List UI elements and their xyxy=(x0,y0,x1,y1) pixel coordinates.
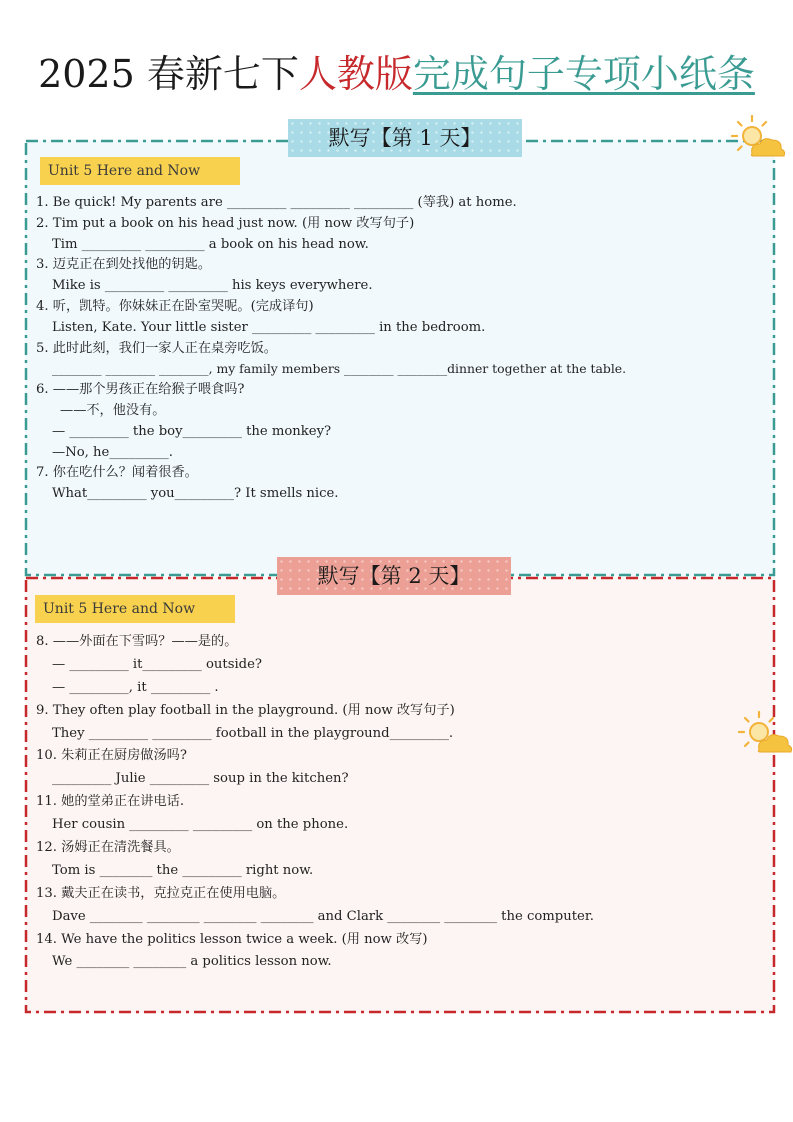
exercise-line: Tom is ________ the _________ right now. xyxy=(52,862,314,878)
sun-cloud-icon xyxy=(730,114,786,160)
day1-unit-tag: Unit 5 Here and Now xyxy=(40,157,240,185)
exercise-line: 11. 她的堂弟正在讲电话. xyxy=(36,794,185,810)
exercise-line: Mike is _________ _________ his keys everywhere. xyxy=(52,278,373,294)
exercise-line: Her cousin _________ _________ on the phone. xyxy=(52,817,349,833)
title-year: 2025 春新七下 xyxy=(38,52,299,96)
exercise-line: We ________ ________ a politics lesson now. xyxy=(52,954,332,970)
page-title xyxy=(0,48,793,100)
exercise-line: 2. Tim put a book on his head just now. (用 now 改写句子) xyxy=(36,215,415,231)
day1-header: 默写【第 1 天】 xyxy=(288,119,522,157)
exercise-line: 8. ——外面在下雪吗？——是的。 xyxy=(36,634,238,649)
exercise-line: 14. We have the politics lesson twice a week. (用 now 改写) xyxy=(36,931,428,947)
exercise-line: What_________ you_________? It smells nice. xyxy=(52,486,339,502)
exercise-line: They _________ _________ football in the playground_________. xyxy=(52,725,454,741)
title-subject: 完成句子专项小纸条 xyxy=(412,52,755,96)
exercise-line: 1. Be quick! My parents are _________ _________ _________ (等我) at home. xyxy=(36,195,517,210)
exercise-line: 13. 戴夫正在读书，克拉克正在使用电脑。 xyxy=(36,885,286,901)
exercise-line: ——不，他没有。 xyxy=(60,402,166,418)
exercise-line: _________ Julie _________ soup in the kitchen? xyxy=(52,771,349,787)
exercise-line: 10. 朱莉正在厨房做汤吗? xyxy=(36,748,187,764)
exercise-line: ________ ________ ________, my family members ________ ________dinner together at the table. xyxy=(52,361,627,377)
exercise-line: — _________ the boy_________ the monkey? xyxy=(52,423,332,439)
title-edition: 人教版 xyxy=(298,52,413,96)
day2-unit-tag: Unit 5 Here and Now xyxy=(35,595,235,623)
exercise-line: 4. 听，凯特。你妹妹正在卧室哭呢。(完成译句) xyxy=(36,298,314,314)
exercise-line: 6. ——那个男孩正在给猴子喂食吗? xyxy=(36,382,245,398)
exercise-line: —No, he_________. xyxy=(52,444,173,460)
exercise-line: Listen, Kate. Your little sister _________ _________ in the bedroom. xyxy=(52,319,486,335)
exercise-line: Tim _________ _________ a book on his head now. xyxy=(52,236,369,252)
exercise-line: 3. 迈克正在到处找他的钥匙。 xyxy=(36,257,212,273)
day2-exercises xyxy=(36,631,594,974)
exercise-line: — _________ it_________ outside? xyxy=(52,656,263,672)
exercise-line: 12. 汤姆正在清洗餐具。 xyxy=(36,840,180,856)
exercise-line: 5. 此时此刻，我们一家人正在桌旁吃饭。 xyxy=(36,340,277,356)
exercise-line: 7. 你在吃什么？闻着很香。 xyxy=(36,465,198,481)
day2-header: 默写【第 2 天】 xyxy=(277,557,511,595)
exercise-line: — _________, it _________ . xyxy=(52,679,219,695)
sun-cloud-icon xyxy=(737,710,793,756)
day1-exercises xyxy=(36,193,626,505)
exercise-line: Dave ________ ________ ________ ________ and Clark ________ ________ the computer. xyxy=(52,908,594,924)
exercise-line: 9. They often play football in the playground. (用 now 改写句子) xyxy=(36,702,455,718)
